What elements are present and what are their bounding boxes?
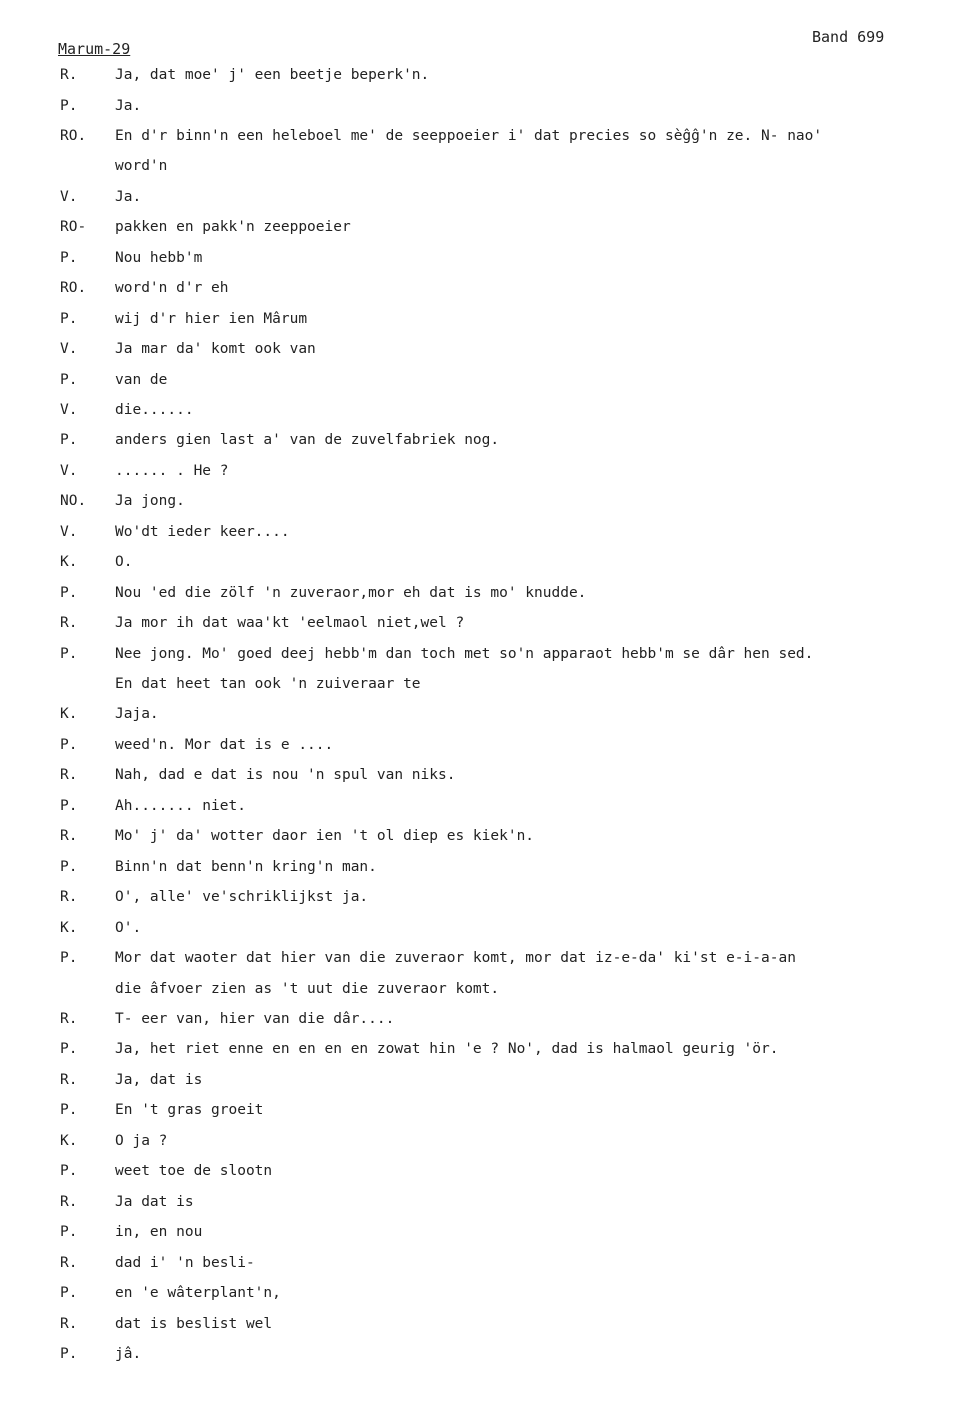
speaker-label: P. (60, 249, 78, 266)
utterance-text: pakken en pakk'n zeeppoeier (115, 219, 351, 236)
transcript-line (0, 1313, 979, 1335)
transcript-line (0, 1282, 979, 1304)
transcript-line (0, 1191, 979, 1213)
speaker-label: R. (60, 1193, 78, 1210)
transcript-line (0, 917, 979, 939)
transcript-line (0, 155, 979, 177)
transcript-line (0, 703, 979, 725)
utterance-text: anders gien last a' van de zuvelfabriek nog. (115, 432, 500, 449)
utterance-text: Nah, dad e dat is nou 'n spul van niks. (115, 767, 456, 784)
transcript-line (0, 1099, 979, 1121)
transcript-line (0, 551, 979, 573)
utterance-text: Ja, dat moe' j' een beetje beperk'n. (115, 67, 430, 83)
transcript-line (0, 825, 979, 847)
speaker-label: K. (60, 706, 78, 723)
speaker-label: RO. (60, 280, 87, 297)
transcript-line (0, 247, 979, 269)
speaker-label: P. (60, 1163, 78, 1180)
speaker-label: R. (60, 67, 78, 83)
speaker-label: RO- (60, 219, 87, 236)
speaker-label: P. (60, 1102, 78, 1119)
utterance-text: wij d'r hier ien Mârum (115, 310, 308, 327)
transcript-line (0, 643, 979, 665)
utterance-text: in, en nou (115, 1224, 203, 1241)
speaker-label: P. (60, 950, 78, 966)
utterance-text: Mor dat waoter dat hier van die zuveraor komt, mor dat iz-e-da' ki'st e-i-a-an (115, 950, 796, 966)
transcript-line (0, 399, 979, 421)
transcript-line (0, 64, 979, 86)
transcript-line (0, 186, 979, 208)
transcript-line (0, 612, 979, 634)
utterance-text: Jaja. (115, 706, 159, 723)
transcript-line (0, 1252, 979, 1274)
utterance-text: Ja dat is (115, 1193, 194, 1210)
speaker-label: K. (60, 1132, 78, 1149)
transcript-line (0, 947, 979, 969)
transcript-line (0, 764, 979, 786)
utterance-text: Nou 'ed die zölf 'n zuveraor,mor eh dat is mo' knudde. (115, 584, 587, 601)
utterance-text: dad i' 'n besli- (115, 1254, 255, 1271)
speaker-label: V. (60, 523, 78, 540)
utterance-text: Ja. (115, 188, 142, 205)
utterance-text: Ja jong. (115, 493, 185, 510)
speaker-label: R. (60, 1010, 78, 1027)
utterance-text: Nou hebb'm (115, 249, 203, 266)
speaker-label: R. (60, 1254, 78, 1271)
speaker-label: R. (60, 615, 78, 632)
speaker-label: V. (60, 188, 78, 205)
utterance-text: jâ. (115, 1345, 142, 1362)
transcript-line (0, 673, 979, 695)
utterance-text: Ja mar da' komt ook van (115, 341, 316, 358)
speaker-label: R. (60, 767, 78, 784)
transcript-line (0, 125, 979, 147)
utterance-text: dat is beslist wel (115, 1315, 273, 1332)
utterance-text: ...... . He ? (115, 462, 229, 479)
speaker-label: R. (60, 828, 78, 845)
speaker-label: P. (60, 310, 78, 327)
transcript-line (0, 1038, 979, 1060)
speaker-label: P. (60, 797, 78, 814)
speaker-label: R. (60, 1315, 78, 1332)
utterance-text: Wo'dt ieder keer.... (115, 523, 290, 540)
speaker-label: R. (60, 889, 78, 906)
transcript-line (0, 1160, 979, 1182)
transcript-line (0, 978, 979, 1000)
transcript-line (0, 429, 979, 451)
speaker-label: P. (60, 1345, 78, 1362)
speaker-label: P. (60, 371, 78, 388)
utterance-text: O', alle' ve'schriklijkst ja. (115, 889, 369, 906)
speaker-label: P. (60, 1224, 78, 1241)
utterance-text: Ja mor ih dat waa'kt 'eelmaol niet,wel ? (115, 615, 465, 632)
utterance-text: Ah....... niet. (115, 797, 246, 814)
transcript-line (0, 1008, 979, 1030)
utterance-text: En dat heet tan ook 'n zuiveraar te (115, 676, 421, 692)
utterance-text: T- eer van, hier van die dâr.... (115, 1010, 395, 1027)
transcript-line (0, 460, 979, 482)
band-number: Band 699 (812, 28, 885, 46)
transcript-line (0, 95, 979, 117)
transcript-line (0, 886, 979, 908)
utterance-text: word'n (115, 158, 168, 175)
utterance-text: van de (115, 371, 168, 388)
speaker-label: P. (60, 645, 78, 662)
transcript-line (0, 521, 979, 543)
speaker-label: P. (60, 97, 78, 114)
transcript-line (0, 1069, 979, 1091)
utterance-text: weet toe de slootn (115, 1163, 273, 1180)
transcript-line (0, 582, 979, 604)
speaker-label: P. (60, 736, 78, 753)
speaker-label: V. (60, 462, 78, 479)
utterance-text: En 't gras groeit (115, 1102, 264, 1119)
utterance-text: Ja, dat is (115, 1071, 203, 1088)
speaker-label: V. (60, 401, 78, 418)
utterance-text: Ja. (115, 97, 142, 114)
transcript-line (0, 216, 979, 238)
utterance-text: Nee jong. Mo' goed deej hebb'm dan toch met so'n apparaot hebb'm se dâr hen sed. (115, 645, 814, 662)
transcript-line (0, 1130, 979, 1152)
utterance-text: En d'r binn'n een heleboel me' de seeppoeier i' dat precies so sèĝĝ'n ze. N- nao' (115, 127, 823, 144)
transcript-line (0, 795, 979, 817)
utterance-text: O'. (115, 919, 142, 936)
speaker-label: V. (60, 341, 78, 358)
utterance-text: Binn'n dat benn'n kring'n man. (115, 858, 377, 875)
transcript-line (0, 308, 979, 330)
utterance-text: die âfvoer zien as 't uut die zuveraor komt. (115, 980, 500, 997)
transcript-line (0, 734, 979, 756)
document-title: Marum-29 (58, 40, 131, 58)
transcript-line (0, 338, 979, 360)
transcript-line (0, 369, 979, 391)
transcript-line (0, 1343, 979, 1365)
utterance-text: O. (115, 554, 133, 571)
utterance-text: word'n d'r eh (115, 280, 229, 297)
transcript-line (0, 1221, 979, 1243)
utterance-text: O ja ? (115, 1132, 168, 1149)
transcript-line (0, 856, 979, 878)
speaker-label: K. (60, 554, 78, 571)
speaker-label: P. (60, 858, 78, 875)
speaker-label: K. (60, 919, 78, 936)
speaker-label: P. (60, 432, 78, 449)
transcript-line (0, 277, 979, 299)
speaker-label: NO. (60, 493, 87, 510)
utterance-text: weed'n. Mor dat is e .... (115, 736, 334, 753)
utterance-text: Ja, het riet enne en en en en zowat hin 'e ? No', dad is halmaol geurig 'ör. (115, 1041, 779, 1058)
speaker-label: R. (60, 1071, 78, 1088)
utterance-text: die...... (115, 401, 194, 418)
speaker-label: P. (60, 1285, 78, 1301)
speaker-label: P. (60, 584, 78, 601)
speaker-label: P. (60, 1041, 78, 1058)
speaker-label: RO. (60, 127, 87, 144)
utterance-text: Mo' j' da' wotter daor ien 't ol diep es kiek'n. (115, 828, 535, 845)
transcript-line (0, 490, 979, 512)
utterance-text: en 'e wâterplant'n, (115, 1285, 281, 1301)
